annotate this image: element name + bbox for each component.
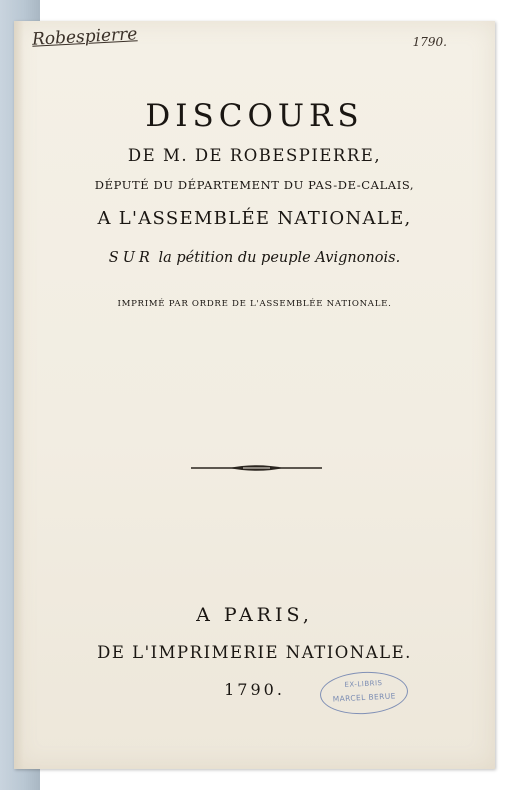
imprint-note: IMPRIMÉ PAR ORDRE DE L'ASSEMBLÉE NATIONALE.: [117, 299, 392, 309]
assembly-line: A L'ASSEMBLÉE NATIONALE,: [97, 208, 412, 229]
stamp-line-1: EX-LIBRIS: [344, 679, 383, 690]
ex-libris-stamp: [319, 670, 409, 717]
petition-text: la pétition du peuple Avignonois.: [153, 250, 401, 266]
petition-line: [14, 250, 495, 266]
manuscript-name: Robespierre: [31, 24, 138, 50]
page-title: DISCOURS: [145, 98, 364, 134]
printer-line: DE L'IMPRIMERIE NATIONALE.: [97, 643, 412, 662]
title-page: [14, 21, 495, 769]
deputy-line: DÉPUTÉ DU DÉPARTEMENT DU PAS-DE-CALAIS,: [94, 178, 415, 192]
publication-year: 1790.: [224, 680, 285, 699]
publication-place: A PARIS,: [196, 604, 313, 626]
author-line: DE M. DE ROBESPIERRE,: [127, 146, 382, 165]
manuscript-year: 1790.: [412, 35, 447, 49]
ornamental-rule: [191, 462, 322, 474]
petition-prefix: SUR: [108, 250, 154, 266]
stamp-line-2: MARCEL BERUE: [332, 691, 396, 704]
